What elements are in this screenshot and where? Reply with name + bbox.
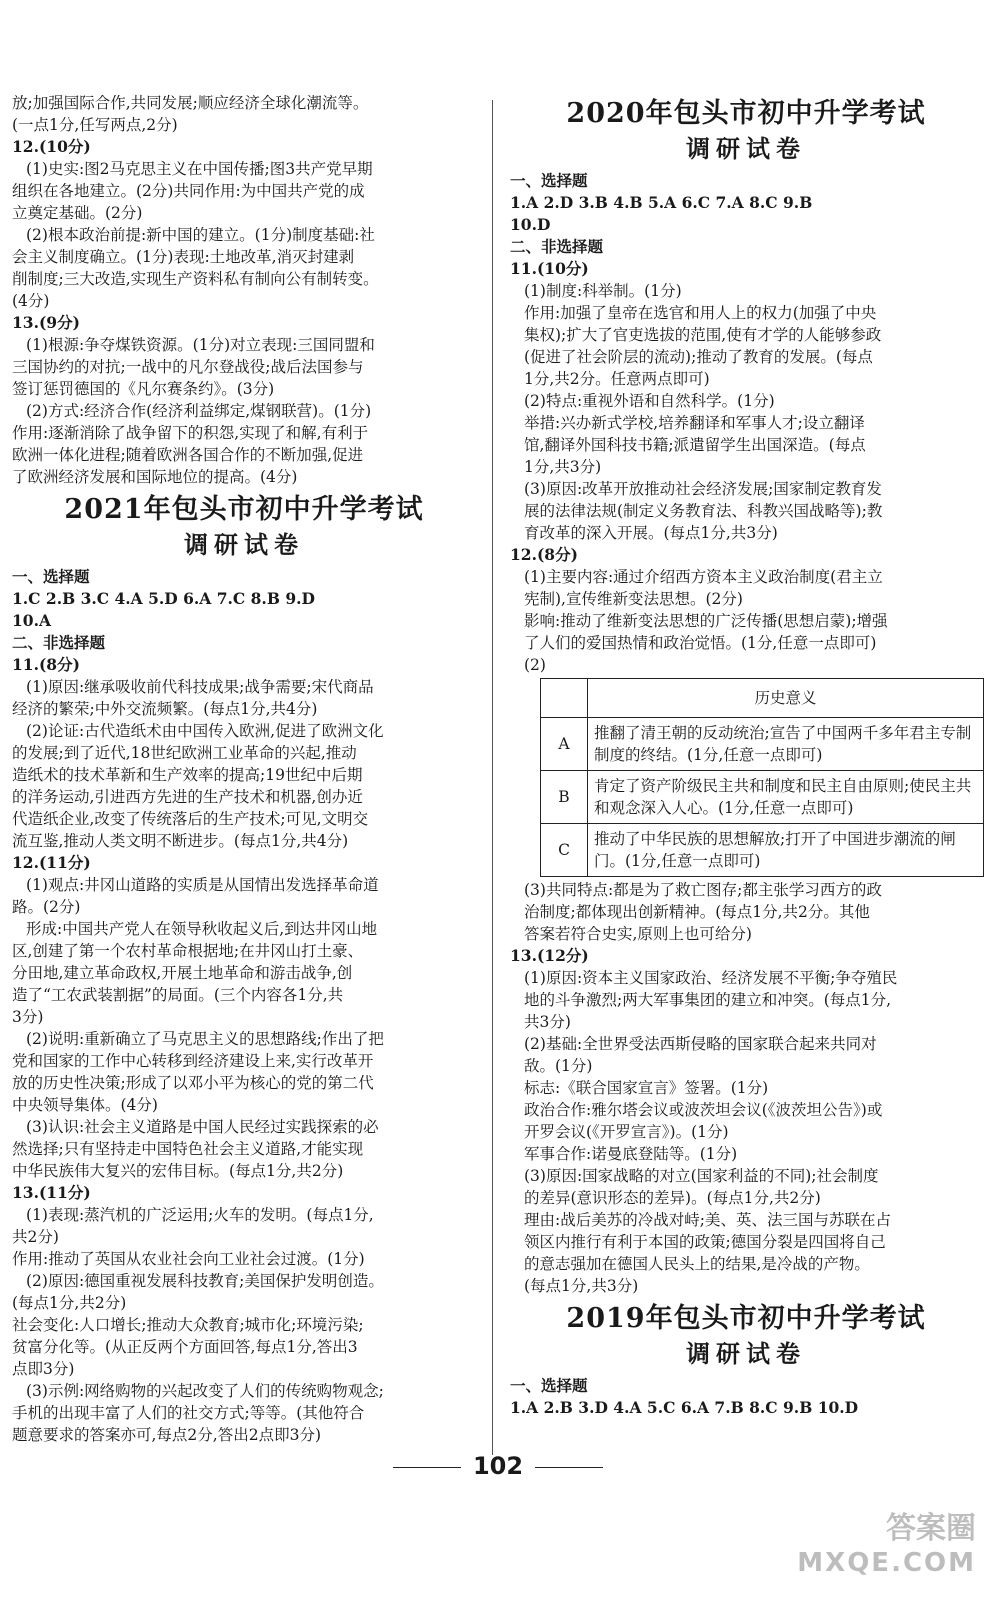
text-line: 10.A [12, 611, 51, 630]
text-line: 作用:加强了皇帝在选官和用人上的权力(加强了中央 [524, 304, 877, 322]
text-line: (3)认识:社会主义道路是中国人民经过实践探索的必 [26, 1118, 379, 1136]
text-line: 代造纸企业,改变了传统落后的生产技术;可见,文明交 [12, 810, 369, 828]
text-line: 答案若符合史实,原则上也可给分) [524, 925, 752, 943]
text-line: 手机的出现丰富了人们的社交方式;等等。(其他符合 [12, 1404, 365, 1422]
text-line: 二、非选择题 [510, 237, 604, 256]
page-number-rule-left [393, 1467, 461, 1468]
text-line: 削制度;三大改造,实现生产资料私有制向公有制转变。 [12, 270, 379, 288]
text-line: 1.A 2.D 3.B 4.B 5.A 6.C 7.A 8.C 9.B [510, 193, 813, 212]
page-number-text: 102 [472, 1452, 524, 1480]
text-line: 分田地,建立革命政权,开展土地革命和游击战争,创 [12, 964, 353, 982]
exam-subtitle: 调研试卷 [686, 1339, 806, 1368]
right-column [510, 92, 982, 1419]
text-line: 宪制),宣传维新变法思想。(2分) [524, 590, 743, 608]
row-key: B [541, 771, 588, 824]
table-row [541, 824, 984, 877]
text-line: 组织在各地建立。(2分)共同作用:为中国共产党的成 [12, 182, 365, 200]
text-line: 集权);扩大了官吏选拔的范围,使有才学的人能够参政 [524, 326, 882, 344]
text-line: 党和国家的工作中心转移到经济建设上来,实行改革开 [12, 1052, 374, 1070]
text-line: 欧洲一体化进程;随着欧洲各国合作的不断加强,促进 [12, 446, 364, 464]
text-line: 区,创建了第一个农村革命根据地;在井冈山打土豪、 [12, 942, 364, 960]
text-line: 举措:兴办新式学校,培养翻译和军事人才;设立翻译 [524, 414, 865, 432]
row-value: 肯定了资产阶级民主共和制度和民主自由原则;使民主共和观念深入人心。(1分,任意一点即可) [588, 771, 984, 824]
text-line: 经济的繁荣;中外交流频繁。(每点1分,共4分) [12, 700, 318, 718]
text-line: (一点1分,任写两点,2分) [12, 116, 178, 134]
text-line: 题意要求的答案亦可,每点2分,答出2点即3分) [12, 1426, 321, 1444]
row-key: C [541, 824, 588, 877]
text-line: 开罗会议(《开罗宣言》)。(1分) [524, 1123, 729, 1141]
text-line: 10.D [510, 215, 551, 234]
text-line: 展的法律法规(制定义务教育法、科教兴国战略等);教 [524, 502, 883, 520]
text-line: (3)原因:国家战略的对立(国家利益的不同);社会制度 [524, 1167, 879, 1185]
question-number: 12.(11分) [12, 853, 91, 872]
text-line: (1)制度:科举制。(1分) [524, 282, 682, 300]
text-line: 放的历史性决策;形成了以邓小平为核心的党的第二代 [12, 1074, 374, 1092]
text-line: 作用:逐渐消除了战争留下的积怨,实现了和解,有利于 [12, 424, 369, 442]
text-line: (2)论证:古代造纸术由中国传入欧洲,促进了欧洲文化 [26, 722, 384, 740]
text-line: 会主义制度确立。(1分)表现:土地改革,消灭封建剥 [12, 248, 355, 266]
question-number: 13.(9分) [12, 313, 80, 332]
text-line: 1.A 2.B 3.D 4.A 5.C 6.A 7.B 8.C 9.B 10.D [510, 1398, 859, 1417]
table-row [541, 718, 984, 771]
exam-title: 2020年包头市初中升学考试 [566, 98, 926, 129]
text-line: (1)原因:资本主义国家政治、经济发展不平衡;争夺殖民 [524, 969, 898, 987]
text-line: 的差异(意识形态的差异)。(每点1分,共2分) [524, 1189, 821, 1207]
text-line: 造了“工农武装割据”的局面。(三个内容各1分,共 [12, 986, 344, 1004]
text-line: 馆,翻译外国科技书籍;派遣留学生出国深造。(每点 [524, 436, 866, 454]
text-line: 政治合作:雅尔塔会议或波茨坦会议(《波茨坦公告》)或 [524, 1101, 883, 1119]
column-divider [492, 100, 493, 1455]
text-line: (2)方式:经济合作(经济利益绑定,煤钢联营)。(1分) [26, 402, 372, 420]
exam-subtitle: 调研试卷 [184, 530, 304, 559]
text-line: (2) [524, 656, 546, 674]
text-line: 一、选择题 [510, 1376, 588, 1395]
historical-significance-table [540, 678, 984, 877]
text-line: (1)史实:图2马克思主义在中国传播;图3共产党早期 [26, 160, 373, 178]
row-value: 推翻了清王朝的反动统治;宣告了中国两千多年君主专制制度的终结。(1分,任意一点即可) [588, 718, 984, 771]
text-line: (1)主要内容:通过介绍西方资本主义政治制度(君主立 [524, 568, 883, 586]
text-line: (3)原因:改革开放推动社会经济发展;国家制定教育发 [524, 480, 882, 498]
watermark-logo [797, 1512, 976, 1580]
table-row [541, 771, 984, 824]
text-line: 二、非选择题 [12, 633, 106, 652]
watermark-line2: MXQE.COM [797, 1548, 976, 1578]
text-line: 然选择;只有坚持走中国特色社会主义道路,才能实现 [12, 1140, 364, 1158]
text-line: 作用:推动了英国从农业社会向工业社会过渡。(1分) [12, 1250, 365, 1268]
question-number: 13.(12分) [510, 946, 589, 965]
exam-subtitle: 调研试卷 [686, 134, 806, 163]
text-line: 路。(2分) [12, 898, 81, 916]
text-line: 贫富分化等。(从正反两个方面回答,每点1分,答出3 [12, 1338, 358, 1356]
text-line: 地的斗争激烈;两大军事集团的建立和冲突。(每点1分, [524, 991, 892, 1009]
text-line: 放;加强国际合作,共同发展;顺应经济全球化潮流等。 [12, 94, 369, 112]
text-line: (1)原因:继承吸收前代科技成果;战争需要;宋代商品 [26, 678, 374, 696]
text-line: (1)根源:争夺煤铁资源。(1分)对立表现:三国同盟和 [26, 336, 375, 354]
text-line: 签订惩罚德国的《凡尔赛条约》。(3分) [12, 380, 275, 398]
text-line: 的意志强加在德国人民头上的结果,是冷战的产物。 [524, 1255, 870, 1273]
page-number [0, 1452, 996, 1480]
text-line: 治制度;都体现出创新精神。(每点1分,共2分。其他 [524, 903, 870, 921]
text-line: (4分) [12, 292, 50, 310]
text-line: 共3分) [524, 1013, 571, 1031]
text-line: 一、选择题 [510, 171, 588, 190]
text-line: 领区内推行有利于本国的政策;德国分裂是四国将自己 [524, 1233, 886, 1251]
table-header: 历史意义 [588, 679, 984, 718]
text-line: 的发展;到了近代,18世纪欧洲工业革命的兴起,推动 [12, 744, 357, 762]
row-key: A [541, 718, 588, 771]
exam-title: 2019年包头市初中升学考试 [566, 1303, 926, 1334]
exam-2020-section-bottom [510, 879, 982, 1419]
text-line: 3分) [12, 1008, 44, 1026]
text-line: 了欧洲经济发展和国际地位的提高。(4分) [12, 468, 298, 486]
text-line: 中华民族伟大复兴的宏伟目标。(每点1分,共2分) [12, 1162, 344, 1180]
text-line: 1.C 2.B 3.C 4.A 5.D 6.A 7.C 8.B 9.D [12, 589, 315, 608]
text-line: (2)基础:全世界受法西斯侵略的国家联合起来共同对 [524, 1035, 877, 1053]
text-line: 1分,共3分) [524, 458, 602, 476]
text-line: (1)表现:蒸汽机的广泛运用;火车的发明。(每点1分, [26, 1206, 374, 1224]
text-line: (3)示例:网络购物的兴起改变了人们的传统购物观念; [26, 1382, 384, 1400]
text-line: 的洋务运动,引进西方先进的生产技术和机器,创办近 [12, 788, 363, 806]
text-line: 了人们的爱国热情和政治觉悟。(1分,任意一点即可) [524, 634, 877, 652]
text-line: 影响:推动了维新变法思想的广泛传播(思想启蒙);增强 [524, 612, 888, 630]
question-number: 13.(11分) [12, 1183, 91, 1202]
table-header-row [541, 679, 984, 718]
left-column [12, 92, 476, 1446]
text-line: 理由:战后美苏的冷战对峙;美、英、法三国与苏联在占 [524, 1211, 891, 1229]
watermark-line1: 答案圈 [886, 1511, 976, 1546]
text-line: 中央领导集体。(4分) [12, 1096, 158, 1114]
text-line: (2)原因:德国重视发展科技教育;美国保护发明创造。 [26, 1272, 384, 1290]
text-line: (促进了社会阶层的流动);推动了教育的发展。(每点 [524, 348, 873, 366]
text-line: 共2分) [12, 1228, 59, 1246]
text-line: 一、选择题 [12, 567, 90, 586]
text-line: 立奠定基础。(2分) [12, 204, 143, 222]
text-line: (2)说明:重新确立了马克思主义的思想路线;作出了把 [26, 1030, 384, 1048]
text-line: (2)根本政治前提:新中国的建立。(1分)制度基础:社 [26, 226, 375, 244]
text-line: (1)观点:井冈山道路的实质是从国情出发选择革命道 [26, 876, 379, 894]
text-line: 标志:《联合国家宣言》签署。(1分) [524, 1079, 769, 1097]
text-line: 点即3分) [12, 1360, 75, 1378]
text-line: 军事合作:诺曼底登陆等。(1分) [524, 1145, 738, 1163]
question-number: 11.(10分) [510, 259, 589, 278]
text-line: 社会变化:人口增长;推动大众教育;城市化;环境污染; [12, 1316, 364, 1334]
exam-title: 2021年包头市初中升学考试 [64, 494, 424, 525]
question-number: 12.(10分) [12, 137, 91, 156]
text-line: (3)共同特点:都是为了救亡图存;都主张学习西方的政 [524, 881, 882, 899]
text-line: 三国协约的对抗;一战中的凡尔登战役;战后法国参与 [12, 358, 364, 376]
question-number: 11.(8分) [12, 655, 80, 674]
row-value: 推动了中华民族的思想解放;打开了中国进步潮流的闸门。(1分,任意一点即可) [588, 824, 984, 877]
text-line: (2)特点:重视外语和自然科学。(1分) [524, 392, 775, 410]
text-line: 形成:中国共产党人在领导秋收起义后,到达井冈山地 [26, 920, 378, 938]
text-line: 流互鉴,推动人类文明不断进步。(每点1分,共4分) [12, 832, 349, 850]
text-line: 敌。(1分) [524, 1057, 593, 1075]
text-line: 育改革的深入开展。(每点1分,共3分) [524, 524, 778, 542]
page-number-rule-right [535, 1467, 603, 1468]
question-number: 12.(8分) [510, 545, 578, 564]
text-line: 造纸术的技术革新和生产效率的提高;19世纪中后期 [12, 766, 363, 784]
text-line: (每点1分,共2分) [12, 1294, 127, 1312]
text-line: (每点1分,共3分) [524, 1277, 639, 1295]
text-line: 1分,共2分。任意两点即可) [524, 370, 710, 388]
exam-2020-section-top [510, 96, 982, 676]
